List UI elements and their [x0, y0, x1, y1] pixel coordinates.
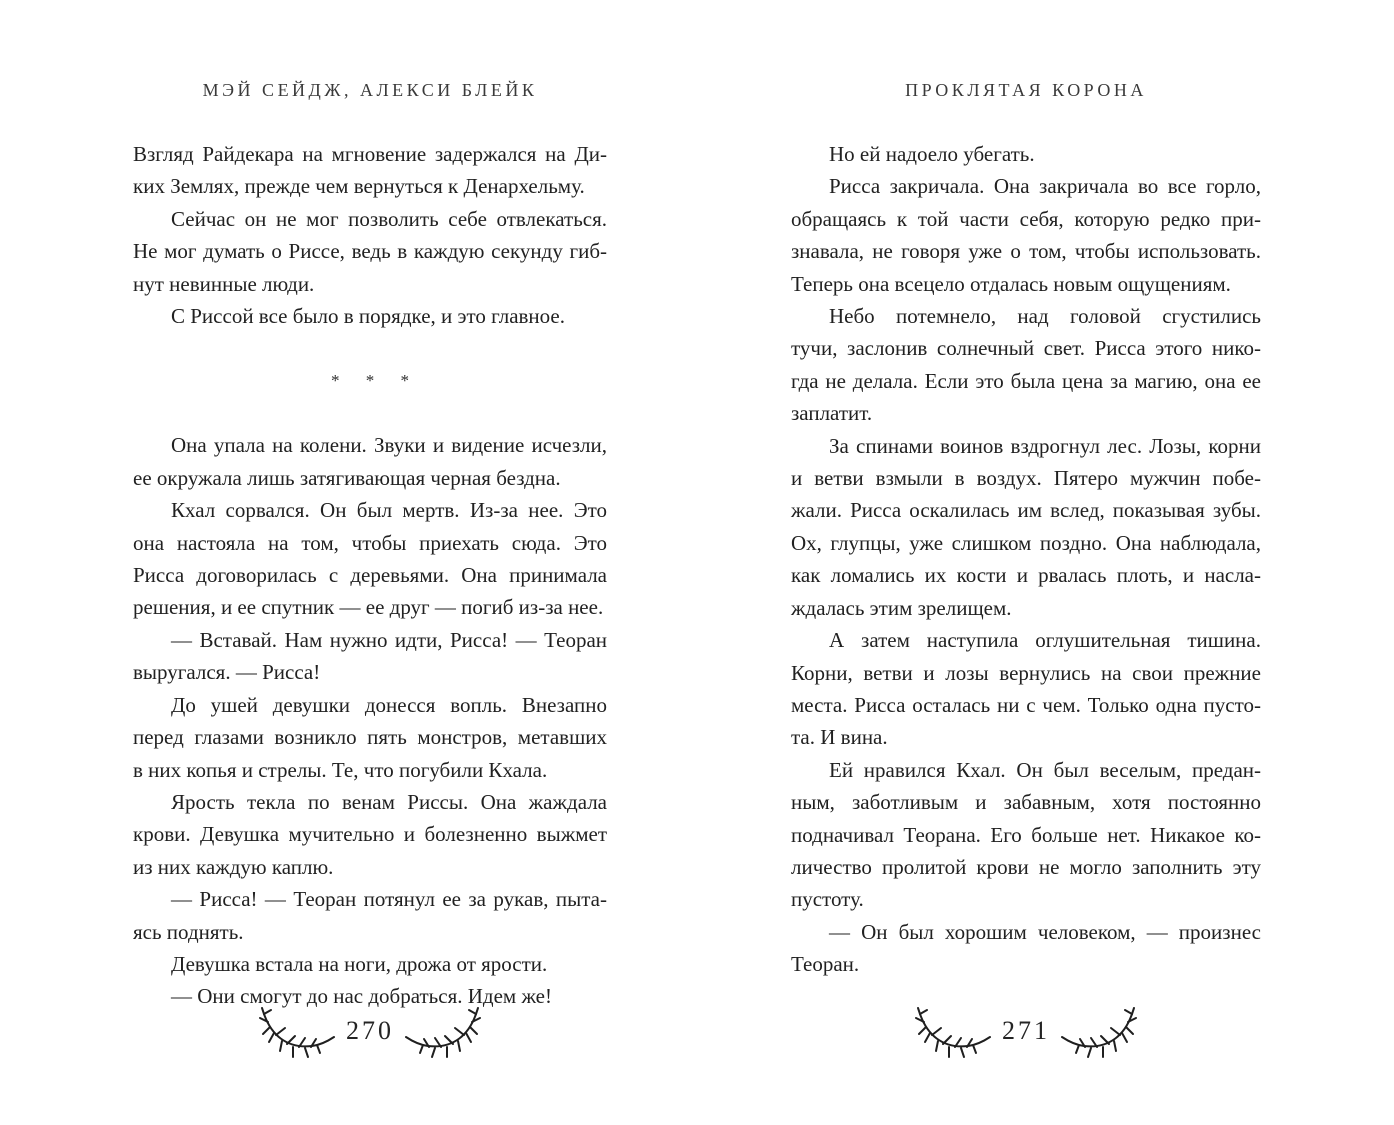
running-header-title: ПРОКЛЯТАЯ КОРОНА: [905, 80, 1147, 100]
section-separator: * * *: [331, 370, 420, 390]
text-line: места. Рисса осталась ни с чем. Только одна пусто-: [791, 692, 1261, 717]
text-line: крови. Девушка мучительно и болезненно выжмет: [133, 822, 607, 847]
paragraph: [133, 429, 607, 494]
text-line: она настояла на том, чтобы приехать сюда. Это: [133, 530, 607, 555]
text-line: Теоран.: [791, 952, 860, 977]
text-line: Ей нравился Кхал. Он был веселым, предан-: [829, 757, 1261, 782]
text-line: личество пролитой крови не могло заполнить эту: [791, 854, 1261, 879]
paragraph: [791, 300, 1261, 430]
page-footer-right: [791, 1004, 1261, 1062]
text-line: Ох, глупцы, уже слишком поздно. Она наблюдала,: [791, 530, 1261, 555]
text-line: пустоту.: [791, 887, 864, 912]
text-line: Рисса закричала. Она закричала во все горло,: [829, 174, 1261, 199]
laurel-branch-icon: [1060, 1006, 1138, 1060]
text-line: жали. Рисса оскалилась им вслед, показывая зубы.: [791, 498, 1261, 523]
paragraph: [791, 754, 1261, 916]
text-line: До ушей девушки донесся вопль. Внезапно: [171, 692, 607, 717]
text-line: Не мог думать о Риссе, ведь в каждую секунду гиб-: [133, 239, 607, 264]
text-line: Кхал сорвался. Он был мертв. Из-за нее. Это: [171, 498, 607, 523]
paragraph: [133, 300, 607, 332]
text-line: гда не делала. Если это была цена за магию, она ее: [791, 368, 1261, 393]
text-line: Взгляд Райдекара на мгновение задержался на Ди-: [133, 142, 607, 166]
paragraph: [133, 689, 607, 786]
text-line: и ветви взмыли в воздух. Пятеро мужчин побе-: [791, 466, 1261, 491]
laurel-branch-icon: [404, 1006, 482, 1060]
text-line: Ярость текла по венам Риссы. Она жаждала: [171, 789, 607, 814]
paragraph: [133, 494, 607, 624]
page-number: 270: [346, 1016, 394, 1045]
paragraph: [791, 916, 1261, 981]
text-line: Теперь она всецело отдалась новым ощущениям.: [791, 271, 1231, 296]
text-line: в них копья и стрелы. Те, что погубили Кхала.: [133, 757, 548, 782]
page-body-right: [791, 138, 1261, 981]
text-line: — Они смогут до нас добраться. Идем же!: [171, 984, 552, 1009]
laurel-branch-icon: [914, 1006, 992, 1060]
text-line: Она упала на колени. Звуки и видение исчезли,: [171, 433, 607, 458]
text-line: заплатит.: [791, 401, 873, 426]
text-line: ясь поднять.: [133, 919, 244, 944]
paragraph: [791, 170, 1261, 300]
text-line: Девушка встала на ноги, дрожа от ярости.: [171, 951, 548, 976]
laurel-branch-icon: [258, 1006, 336, 1060]
paragraph: [133, 883, 607, 948]
text-line: обращаясь к той части себя, которую редко при-: [791, 206, 1261, 231]
paragraph: [133, 786, 607, 883]
paragraph: [133, 624, 607, 689]
text-line: из них каждую каплю.: [133, 854, 334, 879]
text-line: тучи, заслонив солнечный свет. Рисса этого нико-: [791, 336, 1261, 361]
text-line: подначивал Теорана. Его больше нет. Никакое ко-: [791, 822, 1261, 847]
text-line: — Вставай. Нам нужно идти, Рисса! — Теоран: [171, 627, 607, 652]
text-line: Корни, ветви и лозы вернулись на свои прежние: [791, 660, 1261, 685]
page-body-left: [133, 138, 607, 1013]
text-line: С Риссой все было в порядке, и это главное.: [171, 304, 565, 329]
text-line: А затем наступила оглушительная тишина.: [829, 628, 1261, 653]
text-line: ее окружала лишь затягивающая черная бездна.: [133, 465, 561, 490]
paragraph: [791, 138, 1261, 170]
paragraph: [791, 430, 1261, 624]
text-line: Сейчас он не мог позволить себе отвлекаться.: [171, 206, 607, 231]
text-line: Но ей надоело убегать.: [829, 142, 1035, 166]
text-line: перед глазами возникло пять монстров, метавших: [133, 725, 607, 750]
text-line: как ломались их кости и рвалась плоть, и насла-: [791, 563, 1261, 588]
page-number: 271: [1002, 1016, 1050, 1045]
text-line: За спинами воинов вздрогнул лес. Лозы, корни: [829, 433, 1261, 458]
text-line: Рисса договорилась с деревьями. Она принимала: [133, 563, 607, 588]
text-line: нут невинные люди.: [133, 271, 315, 296]
text-line: — Рисса! — Теоран потянул ее за рукав, пыта-: [171, 887, 607, 912]
paragraph: [133, 203, 607, 300]
text-line: решения, и ее спутник — ее друг — погиб из-за нее.: [133, 595, 604, 620]
paragraph: [133, 948, 607, 980]
text-line: та. И вина.: [791, 725, 888, 750]
text-line: Небо потемнело, над головой сгустились: [829, 304, 1261, 329]
running-header-author: МЭЙ СЕЙДЖ, АЛЕКСИ БЛЕЙК: [202, 80, 538, 100]
page-footer-left: [133, 1004, 607, 1062]
text-line: ждалась этим зрелищем.: [791, 595, 1012, 620]
paragraph: [133, 138, 607, 203]
paragraph: [791, 624, 1261, 754]
text-line: знавала, не говоря уже о том, чтобы использовать.: [791, 239, 1261, 264]
text-line: ным, заботливым и забавным, хотя постоянно: [791, 790, 1261, 815]
text-line: ких Землях, прежде чем вернуться к Денархельму.: [133, 174, 585, 199]
text-line: — Он был хорошим человеком, — произнес: [829, 919, 1261, 944]
text-line: выругался. — Рисса!: [133, 660, 321, 685]
